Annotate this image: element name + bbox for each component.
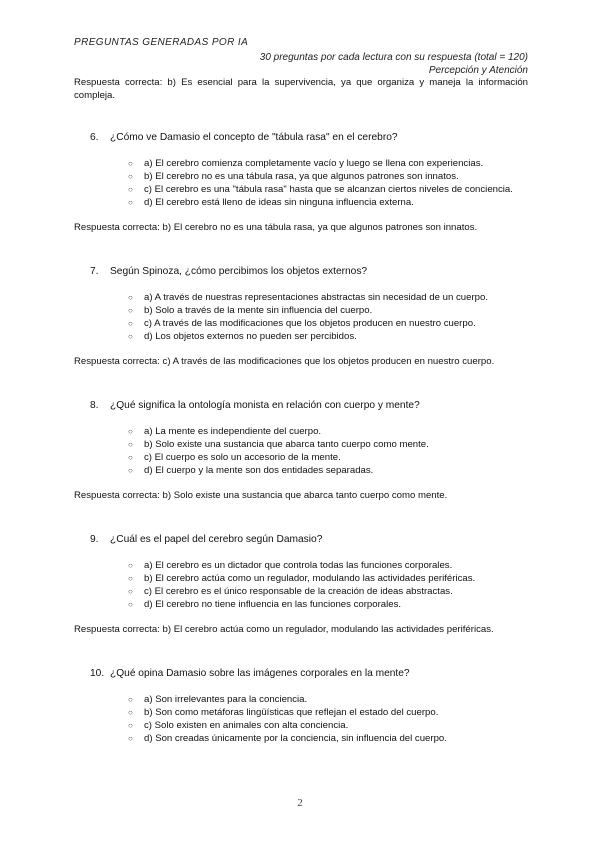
- option-text: a) El cerebro es un dictador que controla todas las funciones corporales.: [144, 560, 453, 571]
- options-list: [74, 693, 528, 745]
- option-item: [128, 438, 528, 451]
- question-block: [74, 265, 528, 368]
- question-text: ¿Cómo ve Damasio el concepto de "tábula rasa" en el cerebro?: [110, 132, 398, 143]
- option-item: [128, 425, 528, 438]
- options-list: [74, 291, 528, 343]
- options-list: [74, 559, 528, 611]
- question-block: [74, 399, 528, 502]
- option-item: [128, 317, 528, 330]
- circle-bullet-icon: ○: [128, 587, 133, 596]
- option-text: a) Son irrelevantes para la conciencia.: [144, 694, 308, 705]
- circle-bullet-icon: ○: [128, 306, 133, 315]
- options-list: [74, 425, 528, 477]
- questions-list: [74, 131, 528, 745]
- question-number: 9.: [90, 534, 99, 545]
- option-item: [128, 304, 528, 317]
- question-heading: [74, 533, 528, 546]
- circle-bullet-icon: ○: [128, 198, 133, 207]
- option-item: [128, 693, 528, 706]
- header-section: Percepción y Atención: [428, 65, 528, 76]
- option-item: [128, 572, 528, 585]
- question-heading: [74, 131, 528, 144]
- option-item: [128, 291, 528, 304]
- circle-bullet-icon: ○: [128, 734, 133, 743]
- question-number: 8.: [90, 400, 99, 411]
- option-text: b) Son como metáforas lingüísticas que reflejan el estado del cuerpo.: [144, 707, 439, 718]
- header-right: [260, 51, 528, 77]
- question-heading: [74, 667, 528, 680]
- question-block: [74, 667, 528, 745]
- correct-answer: Respuesta correcta: b) El cerebro no es una tábula rasa, ya que algunos patrones son innatos.: [74, 222, 478, 233]
- circle-bullet-icon: ○: [128, 721, 133, 730]
- option-item: [128, 330, 528, 343]
- question-heading: [74, 399, 528, 412]
- question-heading: [74, 265, 528, 278]
- option-text: a) El cerebro comienza completamente vacío y luego se llena con experiencias.: [144, 158, 484, 169]
- option-item: [128, 732, 528, 745]
- header-subtitle: 30 preguntas por cada lectura con su respuesta (total = 120): [259, 52, 528, 63]
- option-item: [128, 170, 528, 183]
- option-text: c) A través de las modificaciones que los objetos producen en nuestro cuerpo.: [144, 318, 476, 329]
- option-text: d) El cerebro está lleno de ideas sin ninguna influencia externa.: [144, 197, 414, 208]
- circle-bullet-icon: ○: [128, 319, 133, 328]
- option-item: [128, 585, 528, 598]
- circle-bullet-icon: ○: [128, 453, 133, 462]
- option-item: [128, 464, 528, 477]
- correct-answer: Respuesta correcta: b) El cerebro actúa como un regulador, modulando las actividades periféricas.: [74, 624, 494, 635]
- circle-bullet-icon: ○: [128, 427, 133, 436]
- option-item: [128, 598, 528, 611]
- question-text: Según Spinoza, ¿cómo percibimos los objetos externos?: [110, 266, 368, 277]
- option-text: c) El cerebro es una "tábula rasa" hasta que se alcanzan ciertos niveles de conciencia.: [144, 184, 513, 195]
- correct-answer: Respuesta correcta: b) Solo existe una sustancia que abarca tanto cuerpo como mente.: [74, 490, 448, 501]
- question-text: ¿Qué opina Damasio sobre las imágenes corporales en la mente?: [110, 668, 410, 679]
- circle-bullet-icon: ○: [128, 466, 133, 475]
- circle-bullet-icon: ○: [128, 708, 133, 717]
- option-item: [128, 719, 528, 732]
- circle-bullet-icon: ○: [128, 574, 133, 583]
- circle-bullet-icon: ○: [128, 159, 133, 168]
- option-text: b) El cerebro no es una tábula rasa, ya que algunos patrones son innatos.: [144, 171, 459, 182]
- circle-bullet-icon: ○: [128, 600, 133, 609]
- correct-answer: Respuesta correcta: c) A través de las modificaciones que los objetos producen en nuestro cuerpo.: [74, 356, 495, 367]
- option-text: b) Solo a través de la mente sin influencia del cuerpo.: [144, 305, 373, 316]
- option-text: b) El cerebro actúa como un regulador, modulando las actividades periféricas.: [144, 573, 476, 584]
- question-number: 10.: [90, 668, 105, 679]
- circle-bullet-icon: ○: [128, 185, 133, 194]
- option-text: c) Solo existen en animales con alta conciencia.: [144, 720, 349, 731]
- question-text: ¿Cuál es el papel del cerebro según Damasio?: [110, 534, 323, 545]
- circle-bullet-icon: ○: [128, 172, 133, 181]
- option-item: [128, 706, 528, 719]
- option-text: a) La mente es independiente del cuerpo.: [144, 426, 322, 437]
- option-item: [128, 451, 528, 464]
- options-list: [74, 157, 528, 209]
- option-text: d) El cuerpo y la mente son dos entidades separadas.: [144, 465, 374, 476]
- circle-bullet-icon: ○: [128, 561, 133, 570]
- option-text: c) El cuerpo es solo un accesorio de la mente.: [144, 452, 341, 463]
- circle-bullet-icon: ○: [128, 695, 133, 704]
- option-text: d) El cerebro no tiene influencia en las funciones corporales.: [144, 599, 402, 610]
- question-number: 6.: [90, 132, 99, 143]
- circle-bullet-icon: ○: [128, 440, 133, 449]
- option-text: c) El cerebro es el único responsable de la creación de ideas abstractas.: [144, 586, 453, 597]
- question-number: 7.: [90, 266, 99, 277]
- option-text: b) Solo existe una sustancia que abarca tanto cuerpo como mente.: [144, 439, 429, 450]
- intro-answer: Respuesta correcta: b) Es esencial para la supervivencia, ya que organiza y maneja la información compleja.: [74, 77, 528, 101]
- circle-bullet-icon: ○: [128, 332, 133, 341]
- header-title: PREGUNTAS GENERADAS POR IA: [74, 37, 249, 48]
- option-item: [128, 183, 528, 196]
- page-content: [74, 76, 528, 776]
- question-block: [74, 533, 528, 636]
- question-block: [74, 131, 528, 234]
- option-text: a) A través de nuestras representaciones abstractas sin necesidad de un cuerpo.: [144, 292, 488, 303]
- option-text: d) Son creadas únicamente por la conciencia, sin influencia del cuerpo.: [144, 733, 447, 744]
- option-item: [128, 196, 528, 209]
- circle-bullet-icon: ○: [128, 293, 133, 302]
- option-text: d) Los objetos externos no pueden ser percibidos.: [144, 331, 357, 342]
- question-text: ¿Qué significa la ontología monista en relación con cuerpo y mente?: [110, 400, 420, 411]
- page-number: 2: [297, 797, 303, 809]
- option-item: [128, 157, 528, 170]
- option-item: [128, 559, 528, 572]
